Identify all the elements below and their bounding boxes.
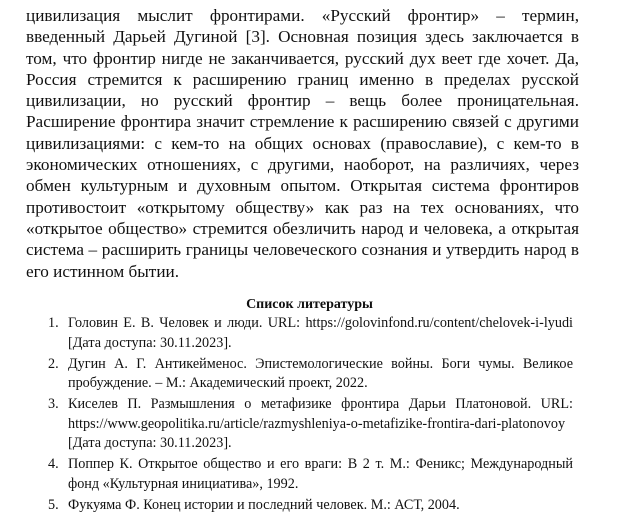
reference-text: Киселев П. Размышления о метафизике фронтира Дарьи Платоновой. URL: https://www.geopolitika.ru/article/razmyshleniya-o-metafizike-frontira-dari-platonovoy [Дата доступа: 30.11.2023]. <box>68 396 573 451</box>
reference-text: Фукуяма Ф. Конец истории и последний человек. М.: АСТ, 2004. <box>68 496 460 513</box>
reference-text: Головин Е. В. Человек и люди. URL: https://golovinfond.ru/content/chelovek-i-lyudi [Дата доступа: 30.11.2023]. <box>68 315 573 351</box>
references-list <box>48 314 573 517</box>
reference-item <box>48 395 573 454</box>
reference-text: Дугин А. Г. Антикейменос. Эпистемологические войны. Боги чумы. Великое пробуждение. – М.: Академический проект, 2022. <box>68 355 573 391</box>
reference-item <box>48 314 573 353</box>
references-title: Список литературы <box>246 297 373 312</box>
reference-number: 2. <box>48 355 59 372</box>
reference-item <box>48 455 573 494</box>
reference-item <box>48 355 573 394</box>
reference-number: 4. <box>48 456 59 472</box>
reference-item <box>48 496 573 516</box>
reference-number: 3. <box>48 396 59 412</box>
reference-text: Поппер К. Открытое общество и его враги: В 2 т. М.: Феникс; Международный фонд «Культурная инициатива», 1992. <box>68 456 573 492</box>
reference-number: 1. <box>48 315 59 331</box>
body-paragraph: цивилизация мыслит фронтирами. «Русский фронтир» – термин, введенный Дарьей Дугиной [3]. Основная позиция здесь заключается в том, что фронтир нигде не заканчивается, русский дух веет где хочет. Да, Россия стремится к расширению границ именно в пределах русской цивилизации, но русский фронтир – вещь более проницательная. Расширение фронтира значит стремление к расширению связей с другими цивилизациями: с кем-то на общих основах (православие), с кем-то в экономических отношениях, с другими, наоборот, на различиях, через обмен культурным и духовным опытом. Открытая система фронтиров противостоит «открытому обществу» как раз на тех основаниях, что «открытое общество» стремится обезличить народ и человека, а открытая система – расширить границы человеческого сознания и утвердить народ в его истинном бытии. <box>26 6 579 281</box>
reference-number: 5. <box>48 496 59 513</box>
